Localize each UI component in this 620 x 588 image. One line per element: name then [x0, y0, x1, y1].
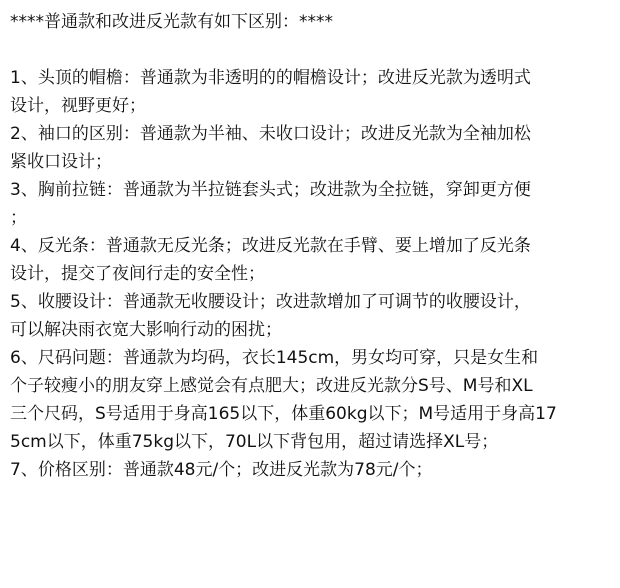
text-line: 2、袖口的区别：普通款为半袖、未收口设计；改进反光款为全袖加松	[10, 124, 531, 144]
text-line: 5、收腰设计：普通款无收腰设计；改进款增加了可调节的收腰设计，	[10, 292, 531, 312]
text-line: 6、尺码问题：普通款为均码，衣长145cm，男女均可穿，只是女生和	[10, 348, 539, 368]
text-line: 4、反光条：普通款无反光条；改进反光款在手臂、要上增加了反光条	[10, 236, 531, 256]
heading: ****普通款和改进反光款有如下区别：****	[10, 12, 333, 32]
text-line: 5cm以下，体重75kg以下，70L以下背包用，超过请选择XL号；	[10, 432, 499, 452]
text-line: 7、价格区别：普通款48元/个；改进反光款为78元/个；	[10, 460, 433, 480]
text-line: ；	[10, 208, 27, 228]
blank-line	[10, 36, 616, 64]
text-line: 1、头顶的帽檐：普通款为非透明的的帽檐设计；改进反光款为透明式	[10, 68, 531, 88]
text-line: 可以解决雨衣宽大影响行动的困扰；	[10, 320, 282, 340]
text-line: 设计，视野更好；	[10, 96, 146, 116]
text-line: 个子较瘦小的朋友穿上感觉会有点肥大；改进反光款分S号、M号和XL	[10, 376, 533, 396]
text-line: 3、胸前拉链：普通款为半拉链套头式；改进款为全拉链，穿卸更方便	[10, 180, 531, 200]
text-line: 设计，提交了夜间行走的安全性；	[10, 264, 265, 284]
text-line: 紧收口设计；	[10, 152, 112, 172]
text-line: 三个尺码，S号适用于身高165以下，体重60kg以下；M号适用于身高17	[10, 404, 557, 424]
document-body	[10, 8, 616, 484]
